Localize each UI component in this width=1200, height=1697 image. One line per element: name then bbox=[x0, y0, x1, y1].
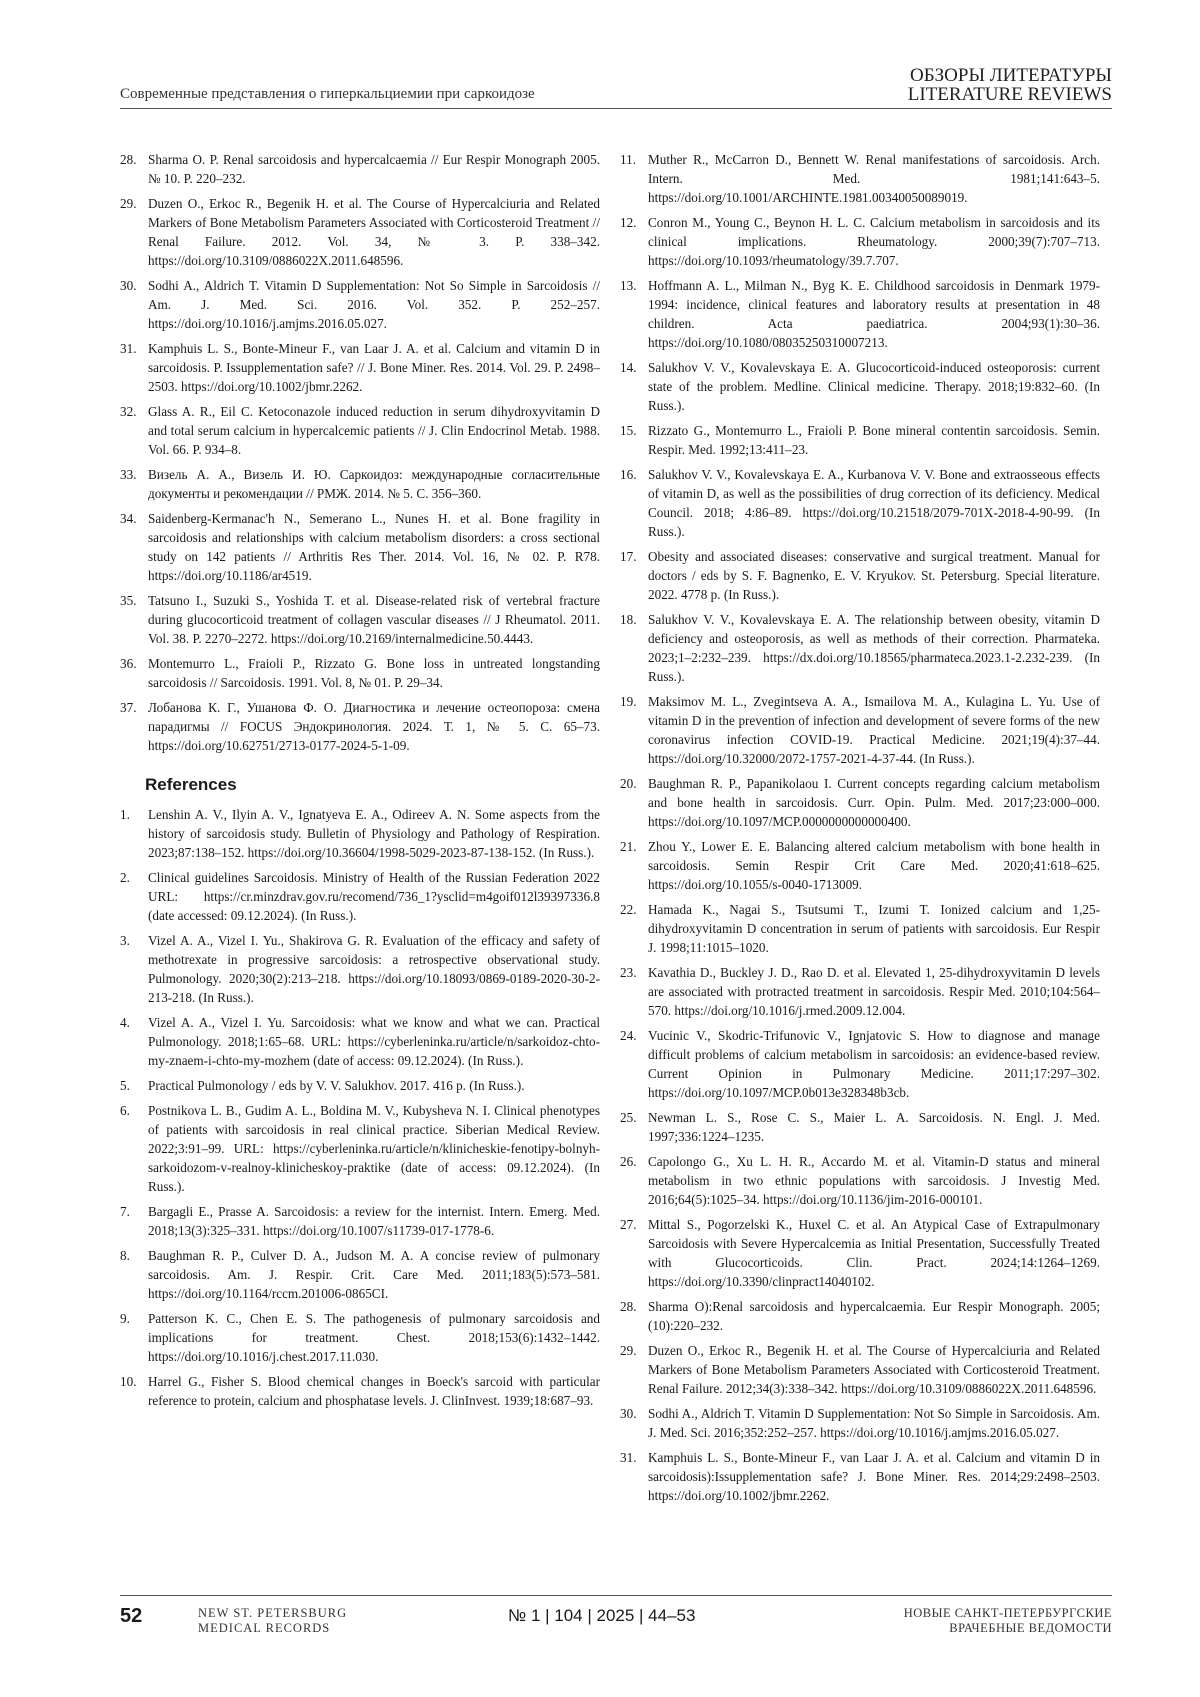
reference-list-en bbox=[120, 805, 600, 1410]
reference-text: Duzen O., Erkoc R., Begenik H. et al. The Course of Hypercalciuria and Related Markers of Bone Metabolism Parameters Associated with Corticosteroid Treatment // Renal Failure. 2012. Vol. 34, № 3. P. 338–342. https://doi.org/10.3109/0886022X.2011.648596. bbox=[148, 196, 600, 268]
reference-number: 1. bbox=[120, 805, 130, 824]
reference-number: 8. bbox=[120, 1246, 130, 1265]
reference-item bbox=[120, 339, 600, 396]
reference-number: 28. bbox=[620, 1297, 636, 1316]
reference-number: 30. bbox=[120, 276, 136, 295]
reference-item bbox=[620, 213, 1100, 270]
reference-item bbox=[620, 1026, 1100, 1102]
reference-number: 18. bbox=[620, 610, 636, 629]
reference-number: 9. bbox=[120, 1309, 130, 1328]
reference-item bbox=[120, 194, 600, 270]
reference-item bbox=[620, 1297, 1100, 1335]
reference-text: Sodhi A., Aldrich T. Vitamin D Supplementation: Not So Simple in Sarcoidosis // Am. J. Med. Sci. 2016. Vol. 352. P. 252–257. https://doi.org/10.1016/j.amjms.2016.05.027. bbox=[148, 278, 600, 331]
reference-item bbox=[620, 358, 1100, 415]
reference-number: 33. bbox=[120, 465, 136, 484]
reference-item bbox=[620, 1108, 1100, 1146]
reference-item bbox=[120, 1013, 600, 1070]
reference-text: Hamada K., Nagai S., Tsutsumi T., Izumi T. Ionized calcium and 1,25-dihydroxyvitamin D concentration in serum of patients with sarcoidosis. Eur Respir J. 1998;11:1015–1020. bbox=[648, 902, 1100, 955]
reference-item bbox=[120, 805, 600, 862]
reference-item bbox=[620, 963, 1100, 1020]
reference-number: 14. bbox=[620, 358, 636, 377]
reference-item bbox=[120, 1076, 600, 1095]
reference-number: 30. bbox=[620, 1404, 636, 1423]
reference-item bbox=[620, 900, 1100, 957]
reference-number: 34. bbox=[120, 509, 136, 528]
reference-text: Capolongo G., Xu L. H. R., Accardo M. et al. Vitamin-D status and mineral metabolism in two ethnic populations with sarcoidosis. J Investig Med. 2016;64(5):1025–34. https://doi.org/10.1136/jim-2016-000101. bbox=[648, 1154, 1100, 1207]
reference-number: 10. bbox=[120, 1372, 136, 1391]
reference-item bbox=[120, 868, 600, 925]
reference-number: 31. bbox=[120, 339, 136, 358]
reference-text: Sharma O. P. Renal sarcoidosis and hypercalcaemia // Eur Respir Monograph 2005. № 10. P. 220–232. bbox=[148, 152, 600, 186]
reference-number: 17. bbox=[620, 547, 636, 566]
reference-item bbox=[620, 465, 1100, 541]
reference-number: 20. bbox=[620, 774, 636, 793]
reference-number: 29. bbox=[120, 194, 136, 213]
reference-number: 24. bbox=[620, 1026, 636, 1045]
reference-text: Kamphuis L. S., Bonte-Mineur F., van Laar J. A. et al. Calcium and vitamin D in sarcoidosis. P. Issupplementation safe? // J. Bone Miner. Res. 2014. Vol. 29. P. 2498–2503. https://doi.org/10.1002/jbmr.2262. bbox=[148, 341, 600, 394]
reference-item bbox=[620, 1404, 1100, 1442]
reference-number: 21. bbox=[620, 837, 636, 856]
reference-item bbox=[620, 692, 1100, 768]
left-column bbox=[120, 150, 600, 1416]
section-title-en: LITERATURE REVIEWS bbox=[908, 85, 1112, 104]
reference-number: 23. bbox=[620, 963, 636, 982]
reference-text: Lenshin A. V., Ilyin A. V., Ignatyeva E. A., Odireev A. N. Some aspects from the history of sarcoidosis study. Bulletin of Physiology and Pathology of Respiration. 2023;87:138–152. https://doi.org/10.36604/1998-5029-2023-87-138-152. (In Russ.). bbox=[148, 807, 600, 860]
reference-text: Muther R., McCarron D., Bennett W. Renal manifestations of sarcoidosis. Arch. Intern. Med. 1981;141:643–5. https://doi.org/10.1001/ARCHINTE.1981.00340050089019. bbox=[648, 152, 1100, 205]
reference-number: 19. bbox=[620, 692, 636, 711]
reference-list-en-continued bbox=[620, 150, 1100, 1505]
reference-item bbox=[620, 1341, 1100, 1398]
reference-text: Sodhi A., Aldrich T. Vitamin D Supplementation: Not So Simple in Sarcoidosis. Am. J. Med. Sci. 2016;352:252–257. https://doi.org/10.1016/j.amjms.2016.05.027. bbox=[648, 1406, 1100, 1440]
reference-text: Baughman R. P., Papanikolaou I. Current concepts regarding calcium metabolism and bone health in sarcoidosis. Curr. Opin. Pulm. Med. 2017;23:000–000. https://doi.org/10.1097/MCP.0000000000000400. bbox=[648, 776, 1100, 829]
references-heading: References bbox=[145, 775, 600, 795]
reference-text: Лобанова К. Г., Ушанова Ф. О. Диагностика и лечение остеопороза: смена парадигмы // FOCUS Эндокринология. 2024. Т. 1, № 5. С. 65–73. https://doi.org/10.62751/2713-0177-2024-5-1-09. bbox=[148, 700, 600, 753]
page-header bbox=[120, 64, 1112, 109]
reference-text: Sharma O):Renal sarcoidosis and hypercalcaemia. Eur Respir Monograph. 2005;(10):220–232. bbox=[648, 1299, 1100, 1333]
journal-name-en-line2: MEDICAL RECORDS bbox=[198, 1621, 347, 1636]
reference-item bbox=[120, 150, 600, 188]
reference-item bbox=[120, 1372, 600, 1410]
reference-text: Maksimov M. L., Zvegintseva A. A., Ismailova M. A., Kulagina L. Yu. Use of vitamin D in the prevention of infection and development of severe forms of the new coronavirus infection COVID-19. Practical Medicine. 2021;19(4):37–44. https://doi.org/10.32000/2072-1757-2021-4-37-44. (In Russ.). bbox=[648, 694, 1100, 766]
reference-item bbox=[620, 150, 1100, 207]
reference-item bbox=[620, 1448, 1100, 1505]
journal-name-ru bbox=[904, 1606, 1112, 1636]
reference-text: Patterson K. C., Chen E. S. The pathogenesis of pulmonary sarcoidosis and implications for treatment. Chest. 2018;153(6):1432–1442. https://doi.org/10.1016/j.chest.2017.11.030. bbox=[148, 1311, 600, 1364]
reference-number: 2. bbox=[120, 868, 130, 887]
reference-item bbox=[120, 654, 600, 692]
reference-item bbox=[120, 1202, 600, 1240]
reference-text: Vizel A. A., Vizel I. Yu. Sarcoidosis: what we know and what we can. Practical Pulmonology. 2018;1:65–68. URL: https://cyberleninka.ru/article/n/sarkoidoz-chto-my-znaem-i-chto-my-mozhem (date of access: 09.12.2024). (In Russ.). bbox=[148, 1015, 600, 1068]
reference-number: 32. bbox=[120, 402, 136, 421]
reference-text: Harrel G., Fisher S. Blood chemical changes in Boeck's sarcoid with particular reference to protein, calcium and phosphatase levels. J. ClinInvest. 1939;18:687–93. bbox=[148, 1374, 600, 1408]
reference-item bbox=[620, 774, 1100, 831]
reference-number: 15. bbox=[620, 421, 636, 440]
reference-list-ru bbox=[120, 150, 600, 755]
reference-text: Kavathia D., Buckley J. D., Rao D. et al. Elevated 1, 25-dihydroxyvitamin D levels are associated with protracted treatment in sarcoidosis. Respir Med. 2010;104:564–570. https://doi.org/10.1016/j.rmed.2009.12.004. bbox=[648, 965, 1100, 1018]
reference-text: Glass A. R., Eil C. Ketoconazole induced reduction in serum dihydroxyvitamin D and total serum calcium in hypercalcemic patients // J. Clin Endocrinol Metab. 1988. Vol. 66. P. 934–8. bbox=[148, 404, 600, 457]
journal-name-ru-line1: НОВЫЕ САНКТ-ПЕТЕРБУРГСКИЕ bbox=[904, 1606, 1112, 1621]
reference-number: 31. bbox=[620, 1448, 636, 1467]
reference-text: Montemurro L., Fraioli P., Rizzato G. Bone loss in untreated longstanding sarcoidosis // Sarcoidosis. 1991. Vol. 8, № 01. P. 29–34. bbox=[148, 656, 600, 690]
reference-text: Hoffmann A. L., Milman N., Byg K. E. Childhood sarcoidosis in Denmark 1979-1994: incidence, clinical features and laboratory results at presentation in 48 children. Acta paediatrica. 2004;93(1):30–36. https://doi.org/10.1080/08035250310007213. bbox=[648, 278, 1100, 350]
reference-number: 12. bbox=[620, 213, 636, 232]
reference-item bbox=[120, 931, 600, 1007]
reference-number: 11. bbox=[620, 150, 636, 169]
reference-item bbox=[120, 1101, 600, 1196]
reference-number: 13. bbox=[620, 276, 636, 295]
section-title bbox=[908, 66, 1112, 104]
reference-number: 29. bbox=[620, 1341, 636, 1360]
reference-text: Salukhov V. V., Kovalevskaya E. A. Glucocorticoid-induced osteoporosis: current state of the problem. Medline. Clinical medicine. Therapy. 2018;19:832–60. (In Russ.). bbox=[648, 360, 1100, 413]
reference-number: 6. bbox=[120, 1101, 130, 1120]
reference-text: Mittal S., Pogorzelski K., Huxel C. et al. An Atypical Case of Extrapulmonary Sarcoidosis with Severe Hypercalcemia as Initial Presentation, Successfully Treated with Glucocorticoids. Clin. Pract. 2024;14:1264–1269. https://doi.org/10.3390/clinpract14040102. bbox=[648, 1217, 1100, 1289]
reference-text: Salukhov V. V., Kovalevskaya E. A., Kurbanova V. V. Bone and extraosseous effects of vitamin D, as well as the possibilities of drug correction of its deficiency. Medical Council. 2018; 4:86–89. https://doi.org/10.21518/2079-701X-2018-4-90-99. (In Russ.). bbox=[648, 467, 1100, 539]
reference-text: Tatsuno I., Suzuki S., Yoshida T. et al. Disease-related risk of vertebral fracture during glucocorticoid treatment of collagen vascular diseases // J Rheumatol. 2011. Vol. 38. P. 2270–2272. https://doi.org/10.2169/internalmedicine.50.4443. bbox=[148, 593, 600, 646]
reference-number: 36. bbox=[120, 654, 136, 673]
journal-name-ru-line2: ВРАЧЕБНЫЕ ВЕДОМОСТИ bbox=[904, 1621, 1112, 1636]
reference-text: Salukhov V. V., Kovalevskaya E. A. The relationship between obesity, vitamin D deficiency and osteoporosis, as well as methods of their correction. Pharmateka. 2023;1–2:232–239. https://dx.doi.org/10.18565/pharmateca.2023.1-2.232-239. (In Russ.). bbox=[648, 612, 1100, 684]
reference-item bbox=[620, 421, 1100, 459]
reference-text: Duzen O., Erkoc R., Begenik H. et al. The Course of Hypercalciuria and Related Markers of Bone Metabolism Parameters Associated with Corticosteroid Treatment. Renal Failure. 2012;34(3):338–342. https://doi.org/10.3109/0886022X.2011.648596. bbox=[648, 1343, 1100, 1396]
journal-name-en bbox=[198, 1606, 347, 1636]
reference-text: Vizel A. A., Vizel I. Yu., Shakirova G. R. Evaluation of the efficacy and safety of methotrexate in progressive sarcoidosis: a retrospective observational study. Pulmonology. 2020;30(2):213–218. https://doi.org/10.18093/0869-0189-2020-30-2-213-218. (In Russ.). bbox=[148, 933, 600, 1005]
reference-text: Kamphuis L. S., Bonte-Mineur F., van Laar J. A. et al. Calcium and vitamin D in sarcoidosis):Issupplementation safe? J. Bone Miner. Res. 2014;29:2498–2503. https://doi.org/10.1002/jbmr.2262. bbox=[648, 1450, 1100, 1503]
reference-text: Bargagli E., Prasse A. Sarcoidosis: a review for the internist. Intern. Emerg. Med. 2018;13(3):325–331. https://doi.org/10.1007/s11739-017-1778-6. bbox=[148, 1204, 600, 1238]
reference-item bbox=[120, 1246, 600, 1303]
reference-text: Obesity and associated diseases: conservative and surgical treatment. Manual for doctors / eds by S. F. Bagnenko, E. V. Kryukov. St. Petersburg. Special literature. 2022. 4778 p. (In Russ.). bbox=[648, 549, 1100, 602]
section-title-ru: ОБЗОРЫ ЛИТЕРАТУРЫ bbox=[908, 66, 1112, 85]
reference-number: 3. bbox=[120, 931, 130, 950]
reference-item bbox=[120, 509, 600, 585]
reference-number: 35. bbox=[120, 591, 136, 610]
reference-item bbox=[620, 1152, 1100, 1209]
reference-item bbox=[620, 837, 1100, 894]
page-number: 52 bbox=[120, 1605, 142, 1628]
reference-text: Conron M., Young C., Beynon H. L. C. Calcium metabolism in sarcoidosis and its clinical implications. Rheumatology. 2000;39(7):707–713. https://doi.org/10.1093/rheumatology/39.7.707. bbox=[648, 215, 1100, 268]
reference-text: Clinical guidelines Sarcoidosis. Ministry of Health of the Russian Federation 2022 URL: https://cr.minzdrav.gov.ru/recomend/736_1?ysclid=m4goif012l39397336.8 (date accessed: 09.12.2024). (In Russ.). bbox=[148, 870, 600, 923]
journal-name-en-line1: NEW ST. PETERSBURG bbox=[198, 1606, 347, 1621]
reference-item bbox=[120, 276, 600, 333]
reference-text: Zhou Y., Lower E. E. Balancing altered calcium metabolism with bone health in sarcoidosis. Semin Respir Crit Care Med. 2020;41:618–625. https://doi.org/10.1055/s-0040-1713009. bbox=[648, 839, 1100, 892]
reference-item bbox=[120, 591, 600, 648]
reference-text: Practical Pulmonology / eds by V. V. Salukhov. 2017. 416 p. (In Russ.). bbox=[148, 1078, 525, 1093]
issue-info: № 1 | 104 | 2025 | 44–53 bbox=[508, 1606, 695, 1626]
reference-number: 25. bbox=[620, 1108, 636, 1127]
reference-number: 27. bbox=[620, 1215, 636, 1234]
reference-text: Newman L. S., Rose C. S., Maier L. A. Sarcoidosis. N. Engl. J. Med. 1997;336:1224–1235. bbox=[648, 1110, 1100, 1144]
running-title: Современные представления о гиперкальциемии при саркоидозе bbox=[120, 86, 535, 103]
reference-item bbox=[620, 610, 1100, 686]
reference-item bbox=[620, 276, 1100, 352]
reference-text: Saidenberg-Kermanac'h N., Semerano L., Nunes H. et al. Bone fragility in sarcoidosis and relationships with calcium metabolism disorders: a cross sectional study on 142 patients // Arthritis Res Ther. 2014. Vol. 16, № 02. P. R78. https://doi.org/10.1186/ar4519. bbox=[148, 511, 600, 583]
reference-number: 5. bbox=[120, 1076, 130, 1095]
reference-number: 26. bbox=[620, 1152, 636, 1171]
page-footer bbox=[120, 1595, 1112, 1646]
reference-item bbox=[120, 698, 600, 755]
reference-number: 7. bbox=[120, 1202, 130, 1221]
reference-text: Визель А. А., Визель И. Ю. Саркоидоз: международные согласительные документы и рекомендации // РМЖ. 2014. № 5. С. 356–360. bbox=[148, 467, 600, 501]
reference-number: 22. bbox=[620, 900, 636, 919]
right-column bbox=[620, 150, 1100, 1511]
reference-text: Vucinic V., Skodric-Trifunovic V., Ignjatovic S. How to diagnose and manage difficult problems of calcium metabolism in sarcoidosis: an evidence-based review. Current Opinion in Pulmonary Medicine. 2011;17:297–302. https://doi.org/10.1097/MCP.0b013e328348b3cb. bbox=[648, 1028, 1100, 1100]
reference-text: Postnikova L. B., Gudim A. L., Boldina M. V., Kubysheva N. I. Clinical phenotypes of patients with sarcoidosis in real clinical practice. Siberian Medical Review. 2022;3:91–99. URL: https://cyberleninka.ru/article/n/klinicheskie-fenotipy-bolnyh-sarkoidozom-v-realnoy-klinicheskoy-praktike (date of access: 09.12.2024). (In Russ.). bbox=[148, 1103, 600, 1194]
reference-number: 28. bbox=[120, 150, 136, 169]
reference-item bbox=[120, 1309, 600, 1366]
reference-number: 37. bbox=[120, 698, 136, 717]
reference-number: 16. bbox=[620, 465, 636, 484]
reference-item bbox=[120, 465, 600, 503]
reference-item bbox=[620, 1215, 1100, 1291]
reference-item bbox=[620, 547, 1100, 604]
reference-number: 4. bbox=[120, 1013, 130, 1032]
reference-item bbox=[120, 402, 600, 459]
reference-text: Baughman R. P., Culver D. A., Judson M. A. A concise review of pulmonary sarcoidosis. Am. J. Respir. Crit. Care Med. 2011;183(5):573–581. https://doi.org/10.1164/rccm.201006-0865CI. bbox=[148, 1248, 600, 1301]
reference-text: Rizzato G., Montemurro L., Fraioli P. Bone mineral contentin sarcoidosis. Semin. Respir. Med. 1992;13:411–23. bbox=[648, 423, 1100, 457]
